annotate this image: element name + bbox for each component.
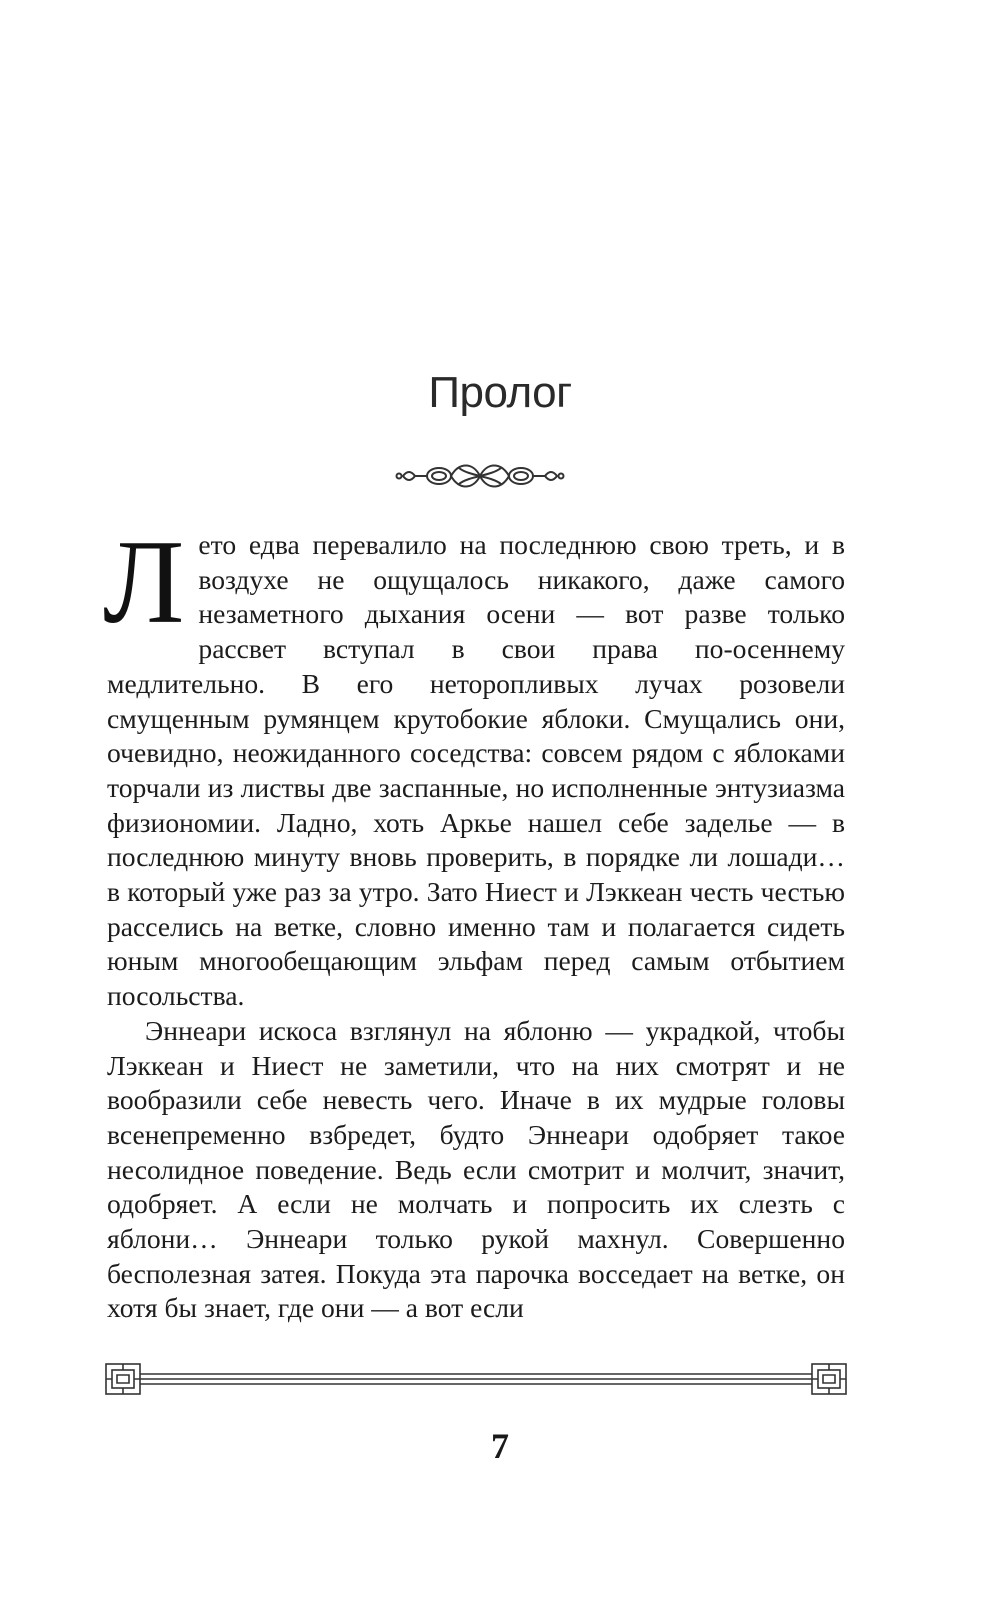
paragraph-1 xyxy=(103,515,845,1014)
page-number: 7 xyxy=(491,1426,509,1466)
chapter-text xyxy=(103,515,845,1326)
paragraph-1-text: ето едва перевалило на последнюю свою треть, и в воздухе не ощущалось никакого, даже самого незаметного дыхания осени — вот разве только рассвет вступал в свои права по-осеннему медлительно. В его неторопливых лучах розовели смущенным румянцем крутобокие яблоки. Смущались они, очевидно, неожиданного соседства: совсем рядом с яблоками торчали из листвы две заспанные, но исполненные энтузиазма физиономии. Ладно, хоть Аркье нашел себе заделье — в последнюю минуту вновь проверить, в порядке ли лошади… в который уже раз за утро. Зато Ниест и Лэккеан честь честью расселись на ветке, словно именно там и полагается сидеть юным многообещающим эльфам перед самым отбытием посольства. xyxy=(107,529,845,1012)
chapter-title: Пролог xyxy=(428,368,572,417)
paragraph-2: Эннеари искоса взглянул на яблоню — украдкой, чтобы Лэккеан и Ниест не заметили, что на них смотрят и не вообразили себе невесть чего. Иначе в их мудрые головы всенепременно взбредет, будто Эннеари одобряет такое несолидное поведение. Ведь если смотрит и молчит, значит, одобряет. А если не молчать и попросить их слезть с яблони… Эннеари только рукой махнул. Совершенно бесполезная затея. Покуда эта парочка восседает на ветке, он хотя бы знает, где они — а вот если xyxy=(107,1014,845,1324)
drop-cap: Л xyxy=(103,515,185,648)
celtic-knot-ornament xyxy=(395,456,565,496)
footer-rule-ornament xyxy=(103,1355,849,1401)
